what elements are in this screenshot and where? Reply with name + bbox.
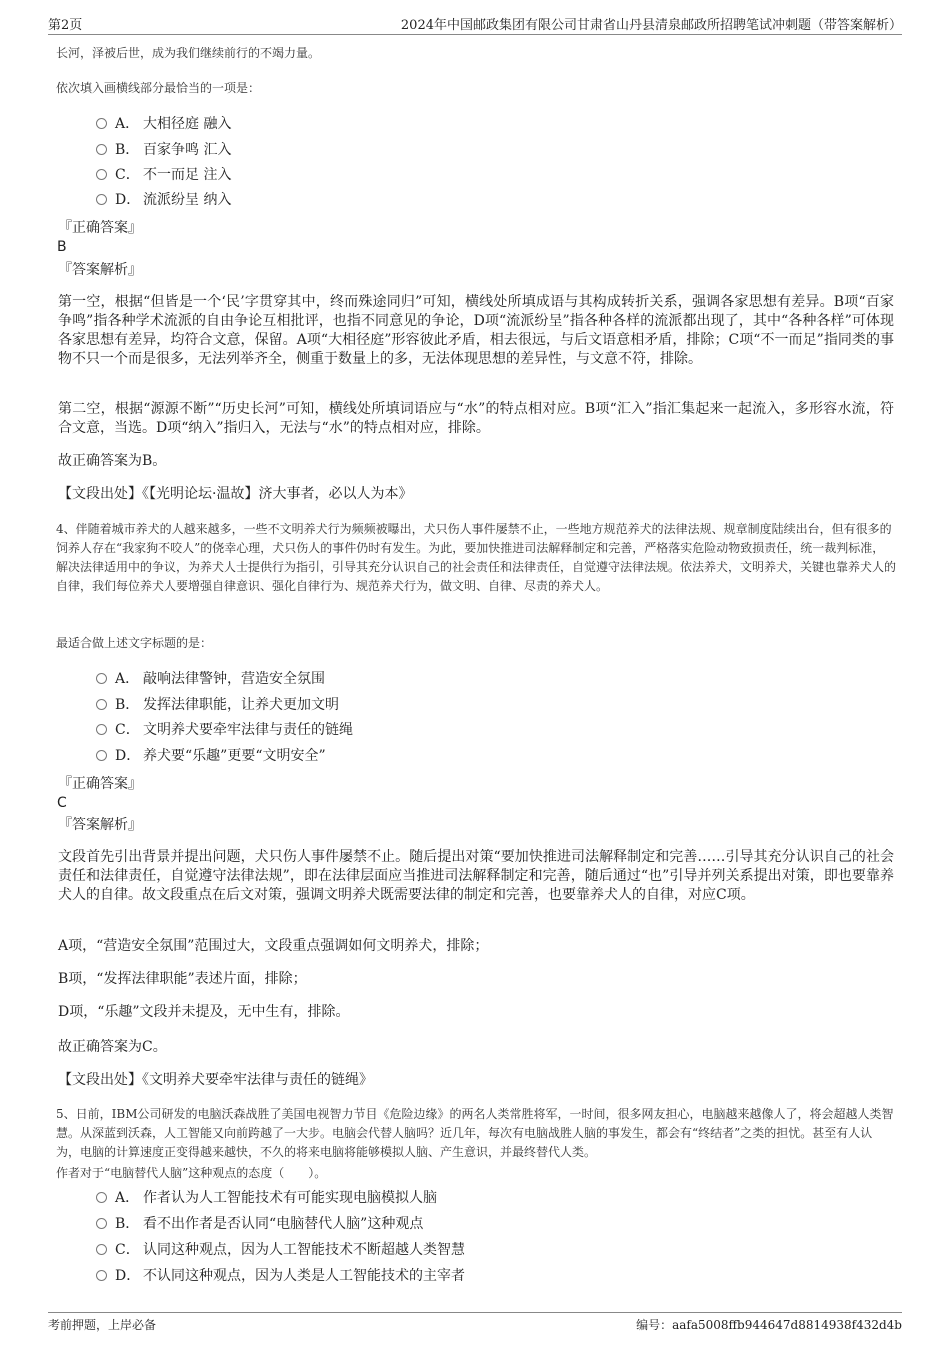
option-letter: B． xyxy=(115,697,140,713)
option-text: 认同这种观点，因为人工智能技术不断超越人类智慧 xyxy=(143,1242,465,1258)
radio-icon[interactable] xyxy=(96,1270,107,1281)
q3-prompt: 依次填入画横线部分最恰当的一项是： xyxy=(56,81,261,95)
radio-icon[interactable] xyxy=(96,750,107,761)
option-letter: C． xyxy=(115,167,140,183)
radio-icon[interactable] xyxy=(96,169,107,180)
option-letter: A． xyxy=(115,671,140,687)
q4-answer: C xyxy=(57,795,67,811)
option-letter: B． xyxy=(115,1216,140,1232)
q4-analysis-5: 故正确答案为C。 xyxy=(58,1039,167,1055)
q4-analysis-label: 『答案解析』 xyxy=(58,817,142,833)
q3-option-b[interactable] xyxy=(96,139,231,161)
q5-prompt: 作者对于“电脑替代人脑”这种观点的态度（ ）。 xyxy=(56,1166,327,1180)
q3-answer: B xyxy=(57,239,67,255)
q3-analysis-3: 故正确答案为B。 xyxy=(58,453,167,469)
option-letter: C． xyxy=(115,722,140,738)
radio-icon[interactable] xyxy=(96,1218,107,1229)
q3-option-c[interactable] xyxy=(96,164,231,186)
q4-option-c[interactable] xyxy=(96,719,353,741)
radio-icon[interactable] xyxy=(96,724,107,735)
q5-option-c[interactable] xyxy=(96,1239,465,1261)
option-text: 敲响法律警钟，营造安全氛围 xyxy=(143,671,325,687)
q3-answer-label: 『正确答案』 xyxy=(58,220,142,236)
q4-analysis-4: D项，“乐趣”文段并未提及，无中生有，排除。 xyxy=(58,1004,350,1020)
option-letter: B． xyxy=(115,142,140,158)
q4-option-d[interactable] xyxy=(96,745,326,767)
radio-icon[interactable] xyxy=(96,1244,107,1255)
q3-passage-tail: 长河，泽被后世，成为我们继续前行的不竭力量。 xyxy=(56,46,321,60)
radio-icon[interactable] xyxy=(96,699,107,710)
q5-option-b[interactable] xyxy=(96,1213,423,1235)
q5-option-d[interactable] xyxy=(96,1265,465,1287)
q4-option-a[interactable] xyxy=(96,668,325,690)
q4-analysis-3: B项，“发挥法律职能”表述片面，排除； xyxy=(58,971,307,987)
page-header xyxy=(48,14,902,35)
radio-icon[interactable] xyxy=(96,144,107,155)
document-code: 编号：aafa5008ffb944647d8814938f432d4b xyxy=(636,1318,902,1332)
option-text: 大相径庭 融入 xyxy=(143,116,232,132)
page-number: 第2页 xyxy=(48,18,83,33)
radio-icon[interactable] xyxy=(96,194,107,205)
q4-passage: 4、伴随着城市养犬的人越来越多，一些不文明养犬行为频频被曝出，犬只伤人事件屡禁不止，一些地方规范养犬的法律法规、规章制度陆续出台，但有很多的饲养人存在“我家狗不咬人”的侥幸心理，犬只伤人的事件仍时有发生。为此，要加快推进司法解释制定和完善，严格落实危险动物致损责任，统一裁判标准，解决法律适用中的争议，为养犬人士提供行为指引，引导其充分认识自己的社会责任和法律责任，自觉遵守法律法规。依法养犬，文明养犬，关键也靠养犬人的自律，我们每位养犬人要增强自律意识、强化自律行为、规范养犬行为，做文明、自律、尽责的养犬人。 xyxy=(56,522,897,593)
q4-option-b[interactable] xyxy=(96,694,339,716)
option-letter: A． xyxy=(115,116,140,132)
q4-analysis-1: 文段首先引出背景并提出问题，犬只伤人事件屡禁不止。随后提出对策“要加快推进司法解释制定和完善……引导其充分认识自己的社会责任和法律责任，自觉遵守法律法规”，即在法律层面应当推进司法解释制定和完善，随后通过“也”引导并列关系提出对策，即也要靠养犬人的自律。故文段重点在后文对策，强调文明养犬既需要法律的制定和完善，也要靠养犬人的自律，对应C项。 xyxy=(58,849,894,903)
document-title: 2024年中国邮政集团有限公司甘肃省山丹县清泉邮政所招聘笔试冲刺题（带答案解析） xyxy=(400,18,902,33)
q4-answer-label: 『正确答案』 xyxy=(58,776,142,792)
option-text: 百家争鸣 汇入 xyxy=(143,142,232,158)
q3-source: 【文段出处】《【光明论坛·温故】济大事者，必以人为本》 xyxy=(58,486,413,502)
option-text: 作者认为人工智能技术有可能实现电脑模拟人脑 xyxy=(143,1190,437,1206)
q4-source: 【文段出处】《文明养犬要牵牢法律与责任的链绳》 xyxy=(58,1072,373,1088)
option-letter: D． xyxy=(115,192,141,208)
footer-slogan: 考前押题，上岸必备 xyxy=(48,1318,157,1332)
option-letter: C． xyxy=(115,1242,140,1258)
radio-icon[interactable] xyxy=(96,673,107,684)
option-text: 发挥法律职能，让养犬更加文明 xyxy=(143,697,339,713)
radio-icon[interactable] xyxy=(96,1192,107,1203)
option-text: 流派纷呈 纳入 xyxy=(143,192,232,208)
option-text: 文明养犬要牵牢法律与责任的链绳 xyxy=(143,722,353,738)
option-text: 不一而足 注入 xyxy=(143,167,232,183)
option-text: 看不出作者是否认同“电脑替代人脑”这种观点 xyxy=(143,1216,424,1232)
option-letter: D． xyxy=(115,748,141,764)
q3-analysis-1: 第一空，根据“但皆是一个‘民’字贯穿其中，终而殊途同归”可知，横线处所填成语与其构成转折关系，强调各家思想有差异。B项“百家争鸣”指各种学术流派的自由争论互相批评，也指不同意见的争论，D项“流派纷呈”指各种各样的流派都出现了，其中“各种各样”可体现各家思想有差异，均符合文意，保留。A项“大相径庭”形容彼此矛盾，相去很远，与后文语意相矛盾，排除；C项“不一而足”指同类的事物不只一个而是很多，无法列举齐全，侧重于数量上的多，无法体现思想的差异性，与文意不符，排除。 xyxy=(58,294,894,367)
q3-option-a[interactable] xyxy=(96,113,231,135)
q3-analysis-label: 『答案解析』 xyxy=(58,262,142,278)
q5-option-a[interactable] xyxy=(96,1187,437,1209)
option-text: 不认同这种观点，因为人类是人工智能技术的主宰者 xyxy=(143,1268,465,1284)
option-letter: A． xyxy=(115,1190,140,1206)
option-letter: D． xyxy=(115,1268,141,1284)
radio-icon[interactable] xyxy=(96,118,107,129)
q3-option-d[interactable] xyxy=(96,189,231,211)
q5-passage: 5、日前，IBM公司研发的电脑沃森战胜了美国电视智力节目《危险边缘》的两名人类常胜将军，一时间，很多网友担心，电脑越来越像人了，将会超越人类智慧。从深蓝到沃森，人工智能又向前跨越了一大步。电脑会代替人脑吗？近几年，每次有电脑战胜人脑的事发生，都会有“终结者”之类的担忧。甚至有人认为，电脑的计算速度正变得越来越快，不久的将来电脑将能够模拟人脑、产生意识，并最终替代人类。 xyxy=(56,1107,894,1159)
q3-analysis-2: 第二空，根据“源源不断”“历史长河”可知，横线处所填词语应与“水”的特点相对应。B项“汇入”指汇集起来一起流入，多形容水流，符合文意，当选。D项“纳入”指归入，无法与“水”的特点相对应，排除。 xyxy=(58,401,894,436)
q4-prompt: 最适合做上述文字标题的是： xyxy=(56,636,213,650)
option-text: 养犬要“乐趣”更要“文明安全” xyxy=(143,748,326,764)
q4-analysis-2: A项，“营造安全氛围”范围过大，文段重点强调如何文明养犬，排除； xyxy=(58,938,489,954)
page-footer xyxy=(48,1312,902,1337)
